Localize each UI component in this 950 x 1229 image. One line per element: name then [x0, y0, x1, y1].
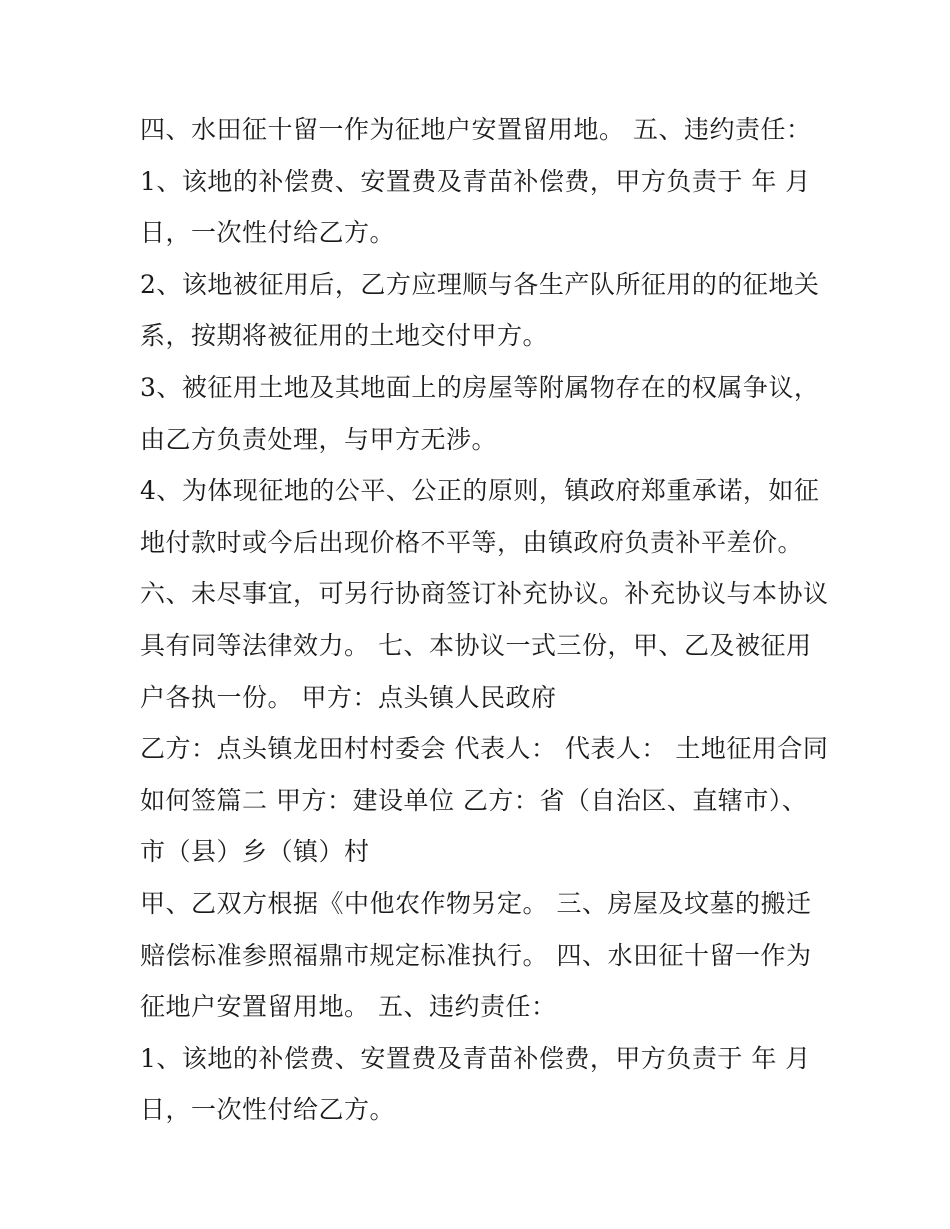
text-line: 甲、乙双方根据《中他农作物另定。 三、房屋及坟墓的搬迁 — [140, 888, 812, 918]
text-line: 4、为体现征地的公平、公正的原则，镇政府郑重承诺，如征 — [140, 476, 820, 506]
text-line: 户各执一份。 甲方：点头镇人民政府 — [140, 682, 557, 712]
text-line: 具有同等法律效力。 七、本协议一式三份，甲、乙及被征用 — [140, 630, 812, 660]
text-line: 1、该地的补偿费、安置费及青苗补偿费，甲方负责于 年 月 — [140, 166, 811, 196]
text-line: 系，按期将被征用的土地交付甲方。 — [140, 321, 549, 351]
text-line: 六、未尽事宜，可另行协商签订补充协议。补充协议与本协议 — [140, 579, 829, 609]
text-line: 日，一次性付给乙方。 — [140, 218, 396, 248]
text-line: 四、水田征十留一作为征地户安置留用地。 五、违约责任： — [140, 115, 812, 144]
document-body — [140, 104, 830, 1136]
text-line: 2、该地被征用后，乙方应理顺与各生产队所征用的的征地关 — [140, 269, 820, 299]
text-line: 地付款时或今后出现价格不平等，由镇政府负责补平差价。 — [140, 527, 804, 557]
text-line: 乙方：点头镇龙田村村委会 代表人： 代表人： 土地征用合同 — [140, 734, 829, 764]
text-line: 赔偿标准参照福鼎市规定标准执行。 四、水田征十留一作为 — [140, 940, 812, 970]
text-line: 由乙方负责处理，与甲方无涉。 — [140, 424, 498, 454]
text-line: 1、该地的补偿费、安置费及青苗补偿费，甲方负责于 年 月 — [140, 1043, 811, 1073]
text-line: 日，一次性付给乙方。 — [140, 1095, 396, 1125]
text-line: 征地户安置留用地。 五、违约责任： — [140, 992, 557, 1022]
text-line: 市（县）乡（镇）村 — [140, 837, 370, 867]
text-line: 如何签篇二 甲方：建设单位 乙方：省（自治区、直辖市）、 — [140, 785, 808, 815]
text-line: 3、被征用土地及其地面上的房屋等附属物存在的权属争议， — [140, 372, 820, 402]
